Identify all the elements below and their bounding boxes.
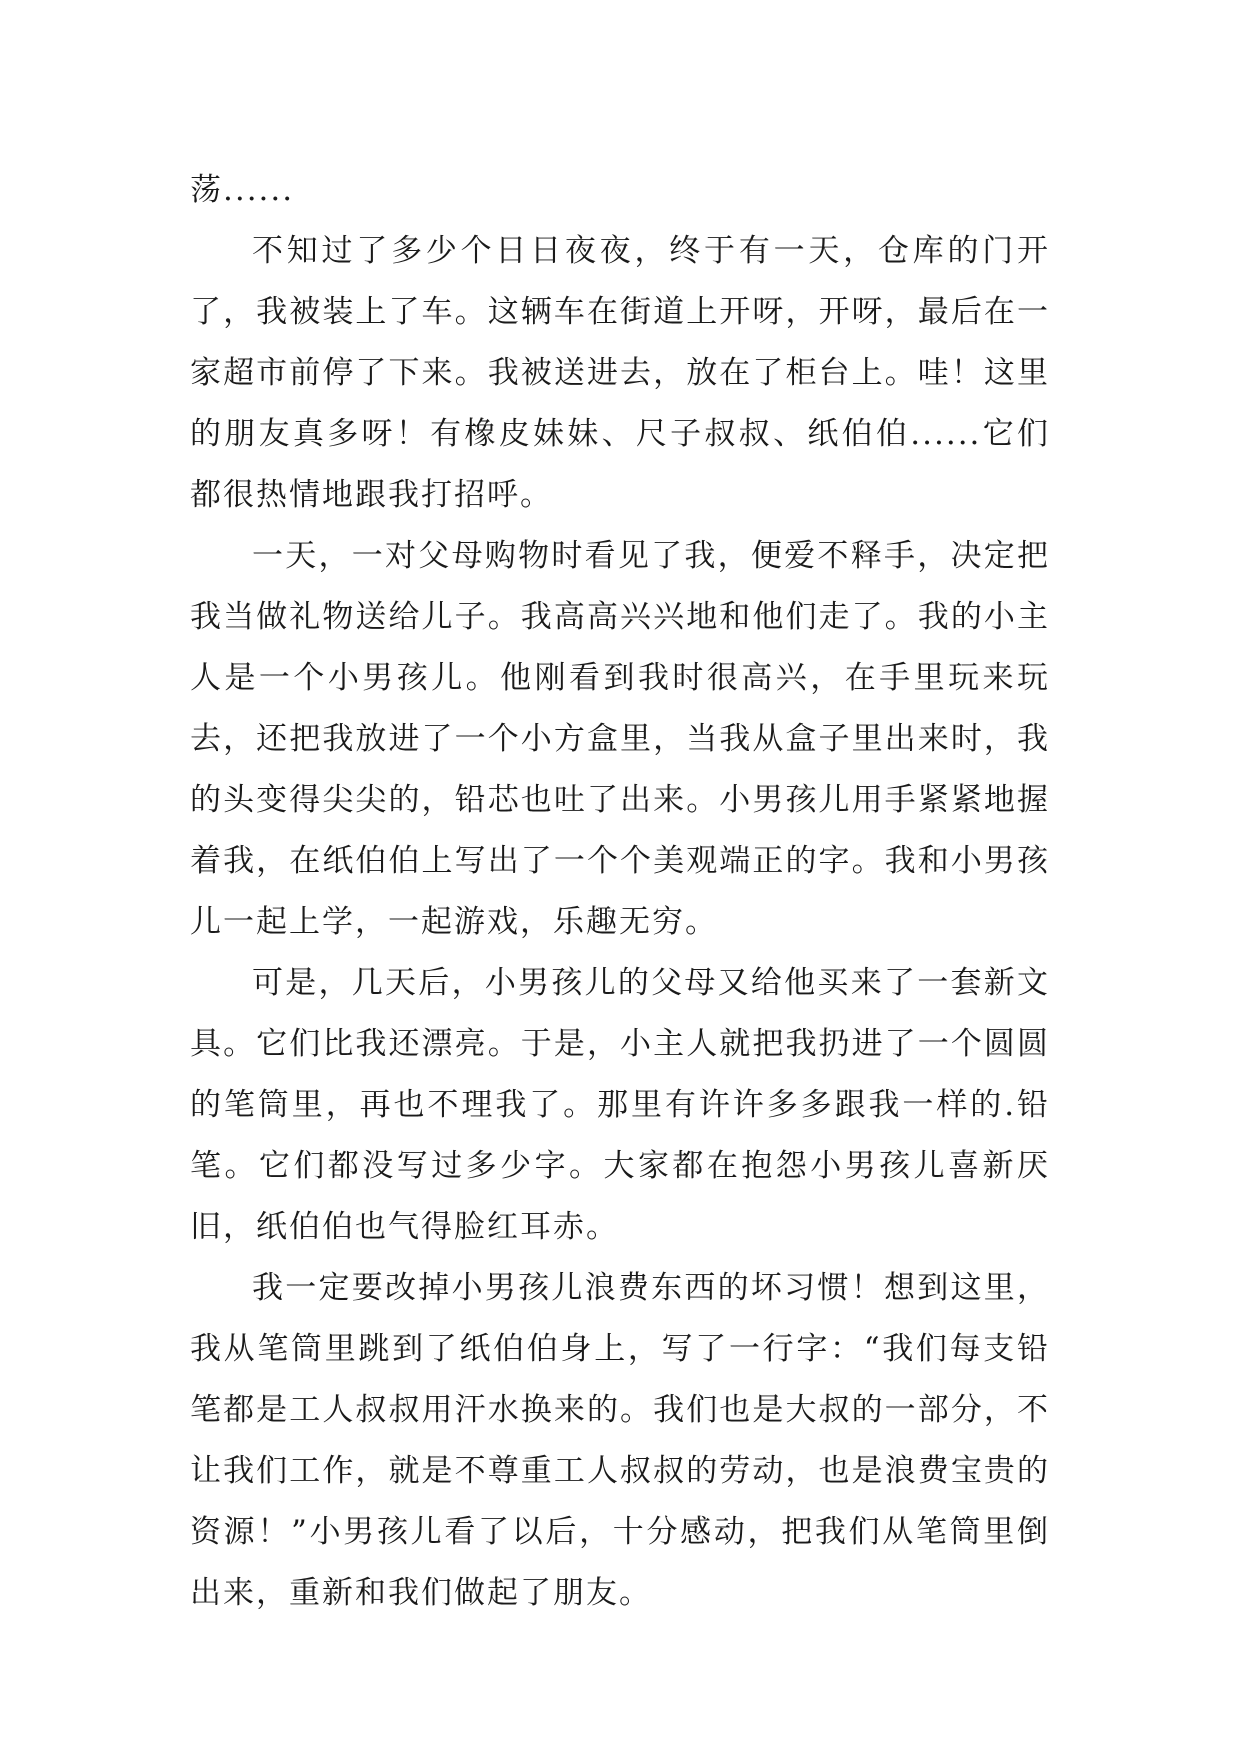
- body-text: [190, 160, 1050, 1624]
- paragraph-continuation: 荡......: [190, 172, 295, 208]
- paragraph-message: 我一定要改掉小男孩儿浪费东西的坏习惯！想到这里，我从笔筒里跳到了纸伯伯身上，写了一行字：“我们每支铅笔都是工人叔叔用汗水换来的。我们也是大叔的一部分，不让我们工作，就是不尊重工人叔叔的劳动，也是浪费宝贵的资源！”小男孩儿看了以后，十分感动，把我们从笔筒里倒出来，重新和我们做起了朋友。: [190, 1270, 1050, 1611]
- paragraph-new-owner: 一天，一对父母购物时看见了我，便爱不释手，决定把我当做礼物送给儿子。我高高兴兴地和他们走了。我的小主人是一个小男孩儿。他刚看到我时很高兴，在手里玩来玩去，还把我放进了一个小方盒里，当我从盒子里出来时，我的头变得尖尖的，铅芯也吐了出来。小男孩儿用手紧紧地握着我，在纸伯伯上写出了一个个美观端正的字。我和小男孩儿一起上学，一起游戏，乐趣无穷。: [190, 538, 1050, 940]
- paragraph-pen-holder: 可是，几天后，小男孩儿的父母又给他买来了一套新文具。它们比我还漂亮。于是，小主人就把我扔进了一个圆圆的笔筒里，再也不理我了。那里有许许多多跟我一样的.铅笔。它们都没写过多少字。大家都在抱怨小男孩儿喜新厌旧，纸伯伯也气得脸红耳赤。: [190, 965, 1050, 1245]
- paragraph-warehouse: 不知过了多少个日日夜夜，终于有一天，仓库的门开了，我被装上了车。这辆车在街道上开呀，开呀，最后在一家超市前停了下来。我被送进去，放在了柜台上。哇！这里的朋友真多呀！有橡皮妹妹、尺子叔叔、纸伯伯......它们都很热情地跟我打招呼。: [190, 233, 1050, 513]
